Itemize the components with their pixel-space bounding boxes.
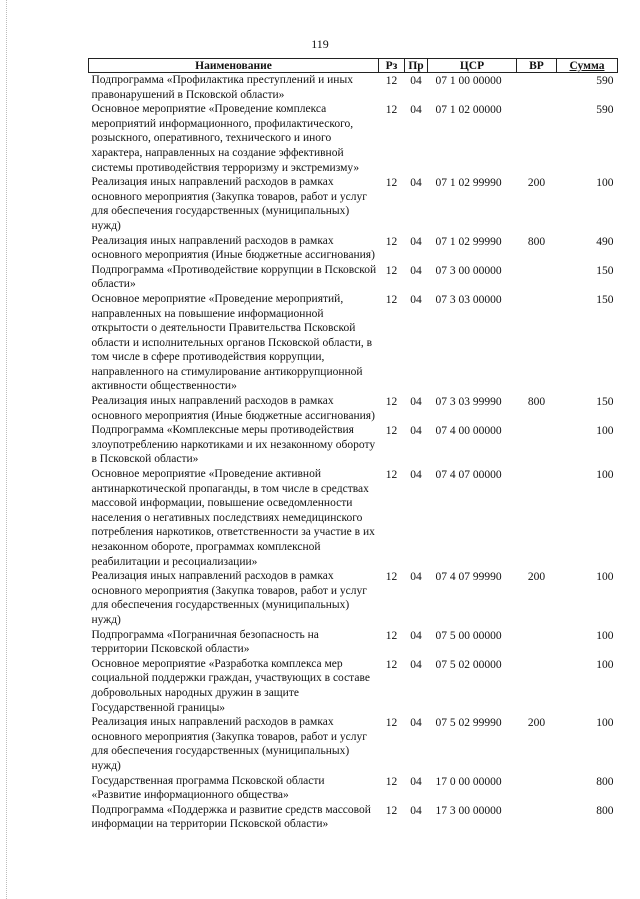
table-row (89, 73, 618, 103)
cell-vr (517, 423, 557, 467)
cell-rz: 12 (385, 425, 398, 438)
cell-vr (517, 467, 557, 569)
cell-csr: 07 1 02 00000 (435, 104, 502, 117)
table-header-row (89, 59, 618, 73)
cell-sum: 100 (596, 425, 614, 438)
cell-name: Основное мероприятие «Разработка комплекса мер социальной поддержки граждан, участвующих в составе добровольных народных дружин в защите Государственной границы» (91, 657, 370, 714)
cell-pr: 04 (410, 396, 422, 409)
cell-rz: 12 (385, 293, 398, 306)
header-pr: Пр (405, 59, 428, 73)
scan-edge (6, 0, 8, 899)
table-row (89, 394, 618, 423)
cell-pr: 04 (410, 775, 422, 788)
cell-csr: 07 1 00 00000 (435, 75, 502, 87)
budget-table (88, 58, 618, 832)
cell-name: Подпрограмма «Противодействие коррупции в Псковской области» (91, 263, 377, 291)
cell-csr: 07 5 02 00000 (435, 658, 502, 671)
cell-name: Реализация иных направлений расходов в рамках основного мероприятия (Закупка товаров, работ и услуг для обеспечения государственных (муниципальных) нужд) (91, 716, 367, 772)
cell-rz: 12 (385, 264, 398, 277)
cell-pr: 04 (410, 425, 422, 438)
cell-rz: 12 (385, 469, 398, 482)
cell-sum: 590 (596, 104, 614, 117)
table-row (89, 292, 618, 394)
cell-sum: 100 (596, 658, 614, 671)
cell-sum: 490 (596, 235, 614, 248)
cell-pr: 04 (410, 469, 422, 482)
cell-pr: 04 (410, 293, 422, 306)
header-csr: ЦСР (428, 59, 517, 73)
cell-sum: 150 (596, 396, 614, 409)
cell-sum: 590 (596, 75, 614, 87)
cell-pr: 04 (410, 629, 422, 642)
cell-sum: 150 (596, 293, 614, 306)
cell-pr: 04 (410, 804, 422, 817)
cell-rz: 12 (385, 804, 398, 817)
table-row (89, 774, 618, 803)
cell-csr: 07 4 00 00000 (435, 425, 502, 438)
cell-csr: 17 0 00 00000 (435, 775, 502, 788)
cell-csr: 07 4 07 00000 (435, 469, 502, 482)
cell-pr: 04 (410, 264, 422, 277)
cell-name: Подпрограмма «Пограничная безопасность на территории Псковской области» (91, 628, 319, 656)
table-row (89, 715, 618, 773)
cell-name: Основное мероприятие «Проведение активной антинаркотической пропаганды, в том числе в средствах массовой информации, повышение осведомленности населения о негативных последствиях немедицинского потребления наркотиков, ответственности за участие в их незаконном обороте, программах комплексной реабилитации и ресоциализации» (91, 468, 375, 568)
cell-vr (517, 263, 557, 292)
cell-vr: 200 (527, 571, 546, 584)
cell-rz: 12 (385, 717, 398, 730)
cell-rz: 12 (385, 75, 398, 87)
header-vr: ВР (517, 59, 557, 73)
cell-vr (517, 292, 557, 394)
cell-vr (517, 73, 557, 103)
table-row (89, 263, 618, 292)
header-rz: Рз (379, 59, 405, 73)
header-name: Наименование (89, 59, 379, 73)
cell-rz: 12 (385, 104, 398, 117)
cell-vr: 200 (527, 717, 546, 730)
cell-pr: 04 (410, 235, 422, 248)
cell-name: Основное мероприятие «Проведение комплекса мероприятий информационного, профилактического, розыскного, оперативного, технического и иного характера, направленных на создание эффективной системы противодействия терроризму и экстремизму» (91, 103, 360, 174)
cell-csr: 07 4 07 99990 (435, 571, 502, 584)
cell-name: Реализация иных направлений расходов в рамках основного мероприятия (Иные бюджетные ассигнования) (91, 234, 375, 262)
table-row (89, 175, 618, 233)
cell-vr (517, 657, 557, 715)
cell-vr (517, 774, 557, 803)
cell-vr (517, 628, 557, 657)
cell-name: Подпрограмма «Комплексные меры противодействия злоупотреблению наркотиками и их незаконному обороту в Псковской области» (91, 424, 376, 466)
table-row (89, 102, 618, 175)
table-row (89, 569, 618, 627)
cell-name: Реализация иных направлений расходов в рамках основного мероприятия (Закупка товаров, работ и услуг для обеспечения государственных (муниципальных) нужд) (91, 570, 367, 626)
cell-rz: 12 (385, 177, 398, 190)
table-row (89, 234, 618, 263)
cell-csr: 07 5 00 00000 (435, 629, 502, 642)
table-row (89, 467, 618, 569)
page-number: 119 (311, 37, 329, 51)
cell-csr: 07 5 02 99990 (435, 717, 502, 730)
table-body (89, 73, 618, 832)
cell-sum: 100 (596, 571, 614, 584)
cell-rz: 12 (385, 235, 398, 248)
cell-sum: 100 (596, 717, 614, 730)
cell-rz: 12 (385, 658, 398, 671)
header-sum: Сумма (557, 59, 618, 73)
cell-vr (517, 102, 557, 175)
cell-vr: 800 (527, 235, 546, 248)
table-row (89, 657, 618, 715)
cell-sum: 800 (596, 775, 614, 788)
cell-sum: 100 (596, 629, 614, 642)
table-row (89, 803, 618, 832)
cell-pr: 04 (410, 104, 422, 117)
cell-sum: 100 (596, 469, 614, 482)
cell-rz: 12 (385, 571, 398, 584)
cell-csr: 07 3 03 99990 (435, 396, 502, 409)
cell-name: Реализация иных направлений расходов в рамках основного мероприятия (Иные бюджетные ассигнования) (91, 395, 375, 422)
cell-rz: 12 (385, 629, 398, 642)
cell-name: Подпрограмма «Профилактика преступлений и иных правонарушений в Псковской области» (91, 74, 353, 101)
cell-name: Подпрограмма «Поддержка и развитие средств массовой информации на территории Псковской области» (91, 803, 371, 831)
cell-name: Государственная программа Псковской области «Развитие информационного общества» (91, 774, 325, 802)
cell-csr: 07 1 02 99990 (435, 235, 502, 248)
cell-csr: 07 3 00 00000 (435, 264, 502, 277)
cell-pr: 04 (410, 658, 422, 671)
cell-csr: 07 1 02 99990 (435, 177, 502, 190)
cell-name: Реализация иных направлений расходов в рамках основного мероприятия (Закупка товаров, работ и услуг для обеспечения государственных (муниципальных) нужд) (91, 176, 367, 232)
cell-rz: 12 (385, 396, 398, 409)
table-row (89, 628, 618, 657)
cell-vr (517, 803, 557, 832)
cell-name: Основное мероприятие «Проведение мероприятий, направленных на повышение информационной открытости о деятельности Правительства Псковской области и исполнительных органов Псковской области, в том числе в сфере противодействия коррупции, направленного на стимулирование антикоррупционной активности общественности» (91, 292, 373, 393)
cell-sum: 100 (596, 177, 614, 190)
cell-pr: 04 (410, 717, 422, 730)
cell-csr: 17 3 00 00000 (435, 804, 502, 817)
cell-vr: 800 (527, 396, 546, 409)
table-row (89, 423, 618, 467)
cell-sum: 150 (596, 264, 614, 277)
cell-rz: 12 (385, 775, 398, 788)
cell-pr: 04 (410, 75, 422, 87)
cell-csr: 07 3 03 00000 (435, 293, 502, 306)
cell-vr: 200 (527, 177, 546, 190)
cell-pr: 04 (410, 571, 422, 584)
cell-pr: 04 (410, 177, 422, 190)
cell-sum: 800 (596, 804, 614, 817)
